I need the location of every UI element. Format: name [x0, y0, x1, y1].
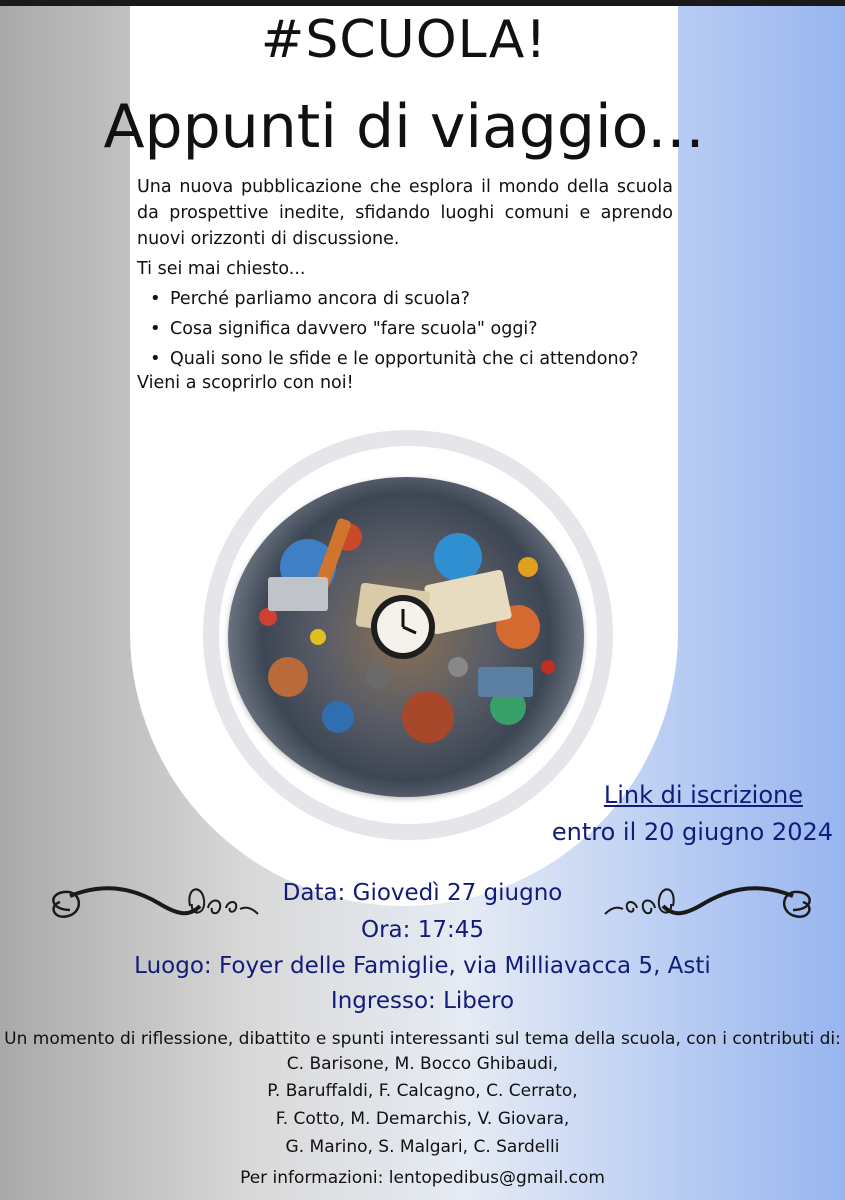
event-time: Ora: 17:45 — [361, 917, 484, 943]
registration-link[interactable]: Link di iscrizione — [603, 781, 803, 809]
contributors-line: G. Marino, S. Malgari, C. Sardelli — [285, 1137, 560, 1157]
invite-text: Vieni a scoprirlo con noi! — [137, 373, 354, 393]
contributors-line: P. Baruffaldi, F. Calcagno, C. Cerrato, — [267, 1081, 578, 1101]
registration-deadline: entro il 20 giugno 2024 — [551, 818, 833, 846]
collage-illustration — [228, 477, 584, 797]
question-lead: Ti sei mai chiesto... — [137, 259, 306, 279]
event-place: Luogo: Foyer delle Famiglie, via Milliavacca 5, Asti — [134, 953, 711, 979]
question-list — [150, 284, 639, 374]
intro-paragraph: Una nuova pubblicazione che esplora il mondo della scuola da prospettive inedite, sfidando luoghi comuni e aprendo nuovi orizzonti di discussione. — [137, 177, 673, 249]
question-item: • Perché parliamo ancora di scuola? — [150, 284, 639, 314]
question-item: • Cosa significa davvero "fare scuola" oggi? — [150, 314, 639, 344]
event-date: Data: Giovedì 27 giugno — [282, 880, 563, 906]
contributors-line: C. Barisone, M. Bocco Ghibaudi, — [286, 1054, 559, 1074]
question-item: • Quali sono le sfide e le opportunità che ci attendono? — [150, 344, 639, 374]
contact-info[interactable]: Per informazioni: lentopedibus@gmail.com — [240, 1168, 605, 1188]
contributors-line: F. Cotto, M. Demarchis, V. Giovara, — [275, 1109, 570, 1129]
event-entry: Ingresso: Libero — [330, 988, 515, 1014]
poster-subtitle: Appunti di viaggio... — [103, 92, 705, 162]
event-description: Un momento di riflessione, dibattito e spunti interessanti sul tema della scuola, con i contributi di: — [4, 1029, 841, 1049]
poster-title: #SCUOLA! — [260, 10, 548, 70]
school-collage-image — [228, 477, 584, 797]
